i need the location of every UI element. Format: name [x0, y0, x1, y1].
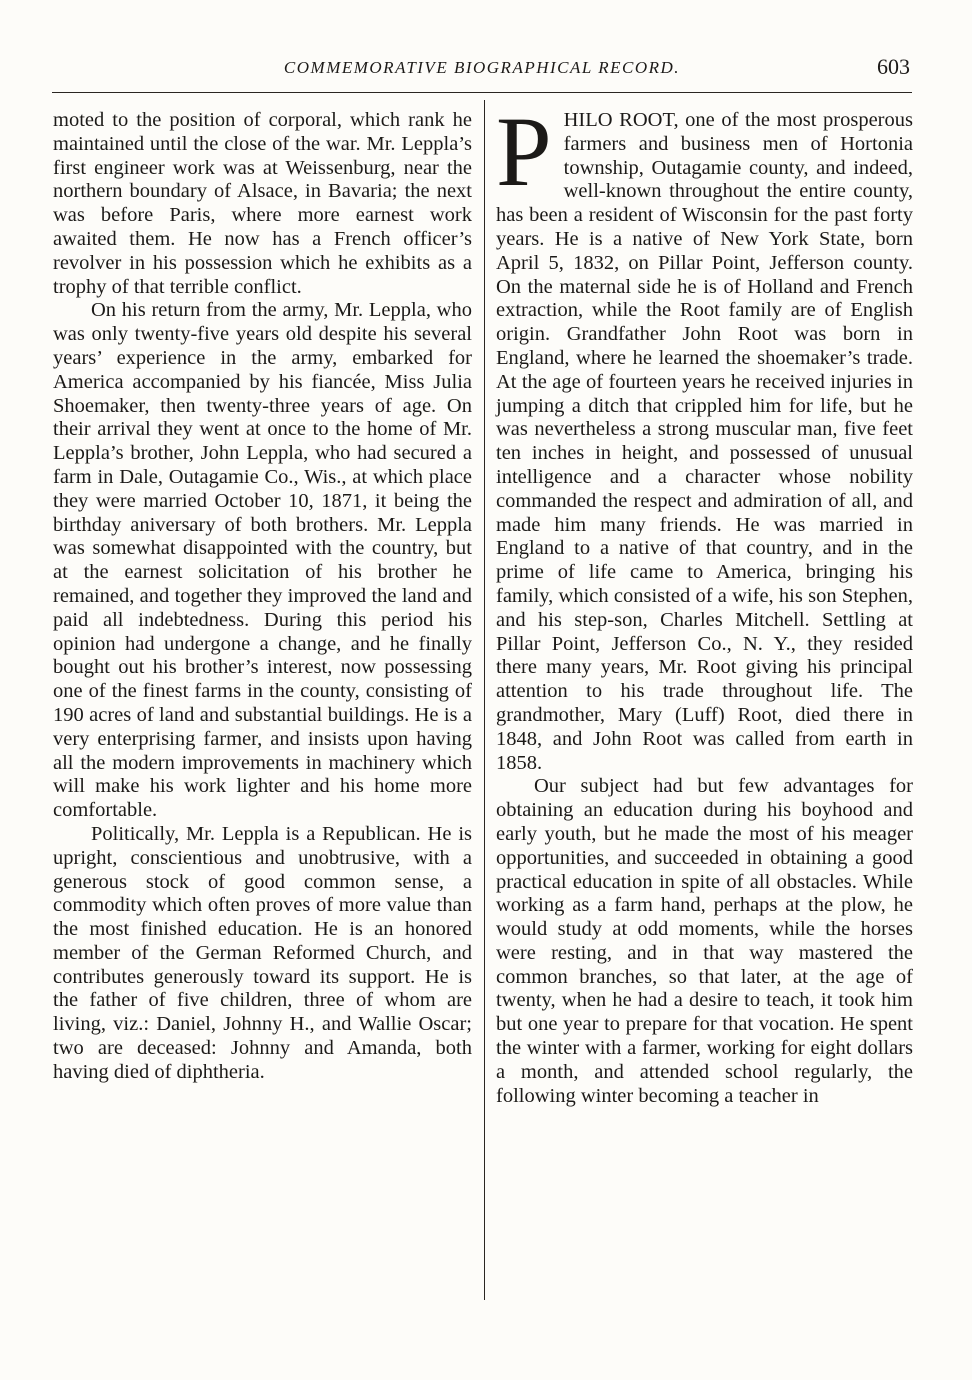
paragraph-text: HILO ROOT, one of the most prosperous farmers and business men of Hortonia township, Outagamie county, and indeed, well-known throughout the entire county, has been a resident of Wisconsin for the past forty years. He is a native of New York State, born April 5, 1832, on Pillar Point, Jefferson county. On the maternal side he is of Holland and French extraction, while the Root family are of English origin. Grandfather John Root was born in England, where he learned the shoemaker’s trade. At the age of fourteen years he received injuries in jumping a ditch that crippled him for life, but he was nevertheless a strong muscular man, five feet ten inches in height, and possessed of unusual intelligence and a character whose nobility commanded the respect and admiration of all, and made him many friends. He was married in England to a native of that country, and in the prime of life came to America, bringing his family, which consisted of a wife, his son Stephen, and his step-son, Charles Mitchell. Settling at Pillar Point, Jefferson Co., N. Y., they resided there many years, Mr. Root giving his principal attention to his trade throughout life. The grandmother, Mary (Luff) Root, died there in 1848, and John Root was called from earth in 1858. [496, 109, 913, 774]
right-column [496, 96, 913, 1108]
paragraph: moted to the position of corporal, which rank he maintained until the close of the war. Mr. Leppla’s first engineer work was at Weissenburg, near the northern boundary of Alsace, in Bavaria; the next was before Paris, where more earnest work awaited them. He now has a French officer’s revolver in his possession which he exhibits as a trophy of that terrible conflict. [53, 109, 472, 298]
paragraph: On his return from the army, Mr. Leppla, who was only twenty-five years old despite his several years’ experience in the army, embarked for America accompanied by his fiancée, Miss Julia Shoemaker, then twenty-three years of age. On their arrival they went at once to the home of Mr. Leppla’s brother, John Leppla, who had secured a farm in Dale, Outagamie Co., Wis., at which place they were married October 10, 1871, it being the birthday aniversary of both brothers. Mr. Leppla was somewhat disappointed with the country, but at the earnest solicitation of his brother he remained, and together they improved the land and paid all indebtedness. During this period his opinion had undergone a change, and he finally bought out his brother’s interest, now possessing one of the finest farms in the county, consisting of 190 acres of land and substantial buildings. He is a very enterprising farmer, and insists upon having all the modern improvements in machinery which will make his work lighter and his home more comfortable. [53, 299, 472, 822]
paragraph: Politically, Mr. Leppla is a Republican. He is upright, conscientious and unobtrusive, with a generous stock of good common sense, a commodity which often proves of more value than the most finished education. He is an honored member of the German Reformed Church, and contributes generously toward its support. He is the father of five children, three of whom are living, viz.: Daniel, Johnny H., and Wallie Oscar; two are deceased: Johnny and Amanda, both having died of diphtheria. [53, 822, 472, 1083]
paragraph: Our subject had but few advantages for obtaining an education during his boyhood and early youth, but he made the most of his meager opportunities, and succeeded in obtaining a good practical education in spite of all obstacles. While working as a farm hand, perhaps at the plow, he would study at odd moments, while the horses were resting, and in that way mastered the common branches, so that later, at the age of twenty, when he had a desire to teach, it took him but one year to prepare for that vocation. He spent the winter with a farmer, working for eight dollars a month, and attended school regularly, the following winter becoming a teacher in [496, 775, 913, 1107]
column-divider [484, 100, 485, 1300]
paragraph [496, 96, 913, 775]
left-column [53, 109, 472, 1085]
header-rule [52, 92, 912, 93]
page-header [52, 52, 912, 82]
page-number: 603 [877, 54, 910, 79]
drop-cap: P [496, 96, 552, 207]
running-title: COMMEMORATIVE BIOGRAPHICAL RECORD. [283, 58, 681, 77]
